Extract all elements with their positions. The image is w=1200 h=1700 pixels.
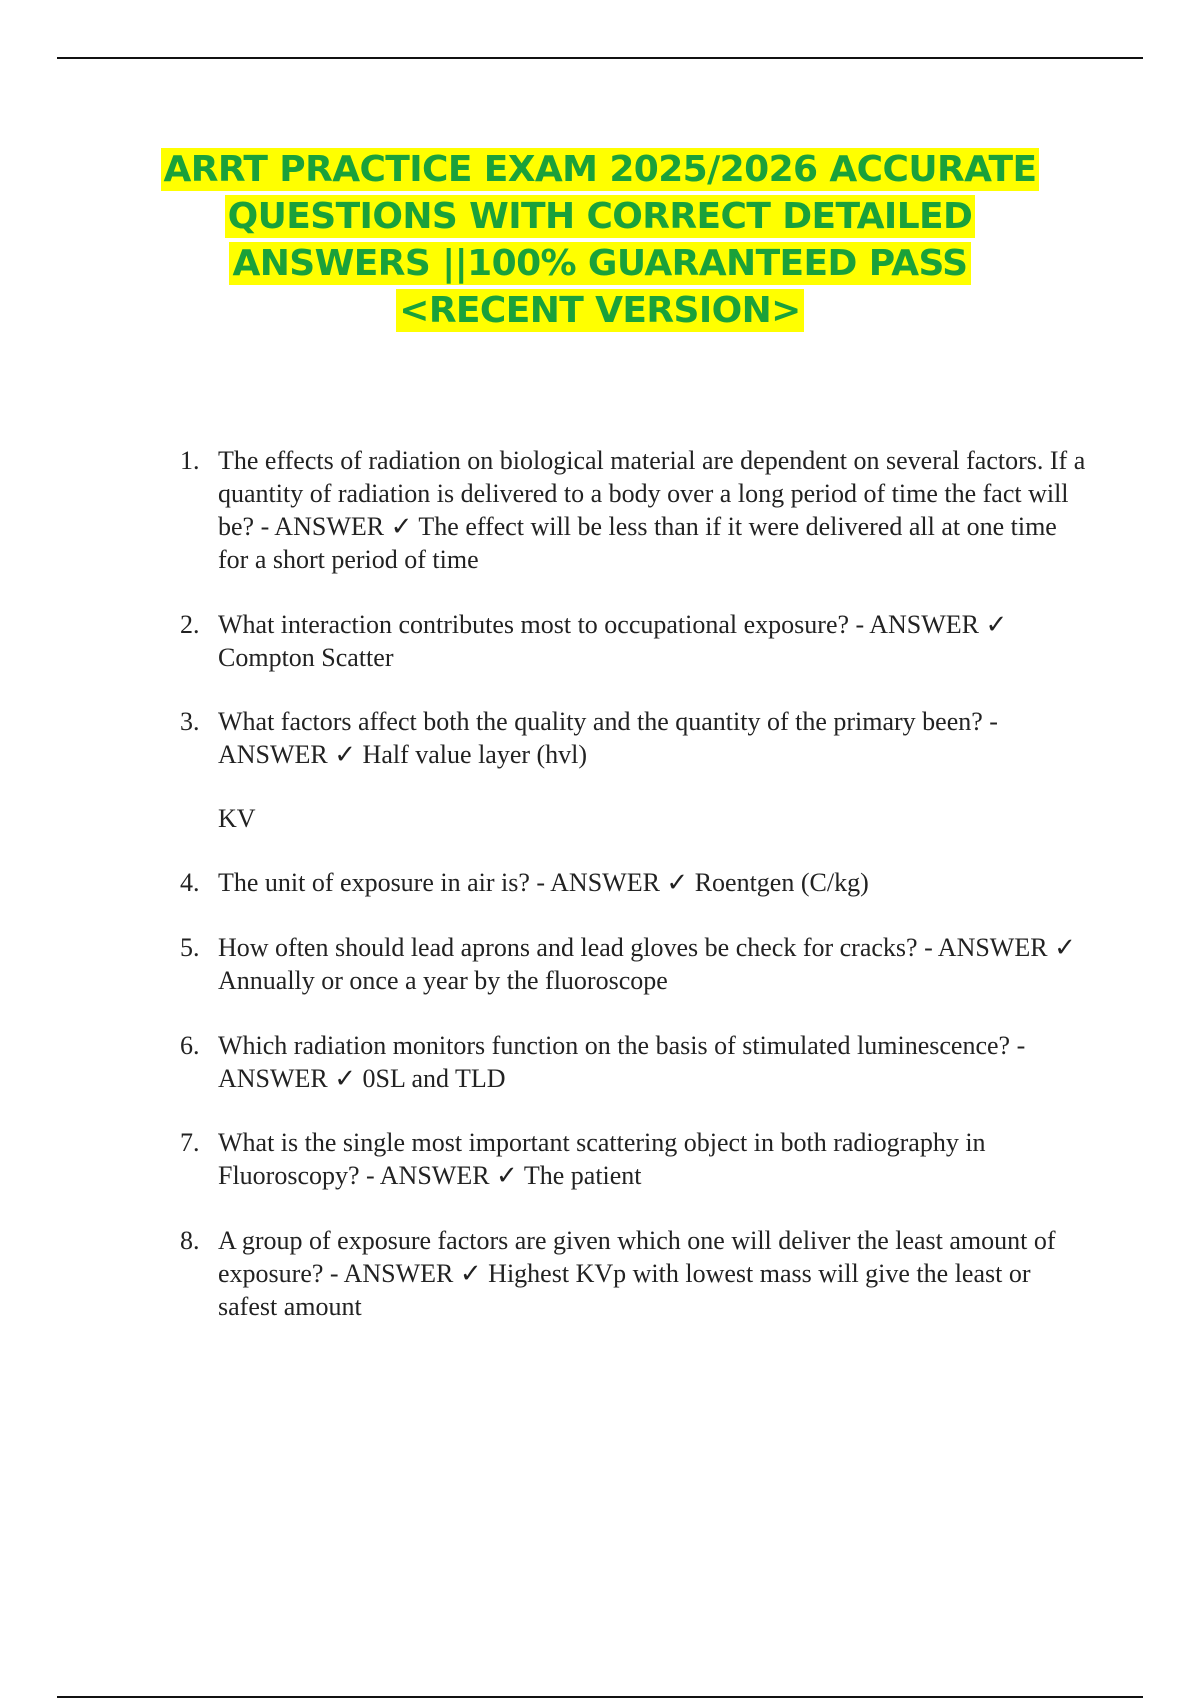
bottom-divider [57, 1696, 1143, 1698]
question-item [170, 1224, 1090, 1323]
question-text: What is the single most important scattering object in both radiography in Fluoroscopy? - ANSWER ✓ The patient [218, 1128, 986, 1190]
question-item [170, 705, 1090, 835]
question-item [170, 1029, 1090, 1095]
question-text: How often should lead aprons and lead gloves be check for cracks? - ANSWER ✓ Annually or once a year by the fluoroscope [218, 933, 1076, 995]
title-line: ARRT PRACTICE EXAM 2025/2026 ACCURATE [161, 148, 1040, 191]
question-item [170, 866, 1090, 899]
question-item [170, 931, 1090, 997]
question-text: The effects of radiation on biological material are dependent on several factors. If a quantity of radiation is delivered to a body over a long period of time the fact will be? - ANSWER ✓ The effect will be less than if it were delivered all at one time for a short period of time [218, 446, 1086, 574]
question-number: 6. [180, 1031, 200, 1060]
title-line: QUESTIONS WITH CORRECT DETAILED [225, 195, 976, 238]
question-number: 3. [180, 707, 200, 736]
question-item [170, 1126, 1090, 1192]
question-text: The unit of exposure in air is? - ANSWER ✓ Roentgen (C/kg) [218, 868, 869, 897]
question-number: 8. [180, 1226, 200, 1255]
question-number: 1. [180, 446, 200, 475]
question-item [170, 608, 1090, 674]
top-divider [57, 57, 1143, 59]
title-line: <RECENT VERSION> [396, 289, 804, 332]
question-extra-answer: KV [218, 804, 256, 833]
question-item [170, 444, 1090, 576]
document-title [100, 146, 1100, 334]
title-line: ANSWERS ||100% GUARANTEED PASS [229, 242, 970, 285]
question-list [170, 444, 1090, 1323]
question-number: 7. [180, 1128, 200, 1157]
question-number: 4. [180, 868, 200, 897]
question-text: Which radiation monitors function on the basis of stimulated luminescence? - ANSWER ✓ 0SL and TLD [218, 1031, 1026, 1093]
question-text: A group of exposure factors are given which one will deliver the least amount of exposure? - ANSWER ✓ Highest KVp with lowest mass will give the least or safest amount [218, 1226, 1056, 1321]
question-text: What interaction contributes most to occupational exposure? - ANSWER ✓ Compton Scatter [218, 610, 1008, 672]
question-text: What factors affect both the quality and the quantity of the primary been? - ANSWER ✓ Half value layer (hvl) [218, 707, 998, 769]
question-number: 2. [180, 610, 200, 639]
question-number: 5. [180, 933, 200, 962]
